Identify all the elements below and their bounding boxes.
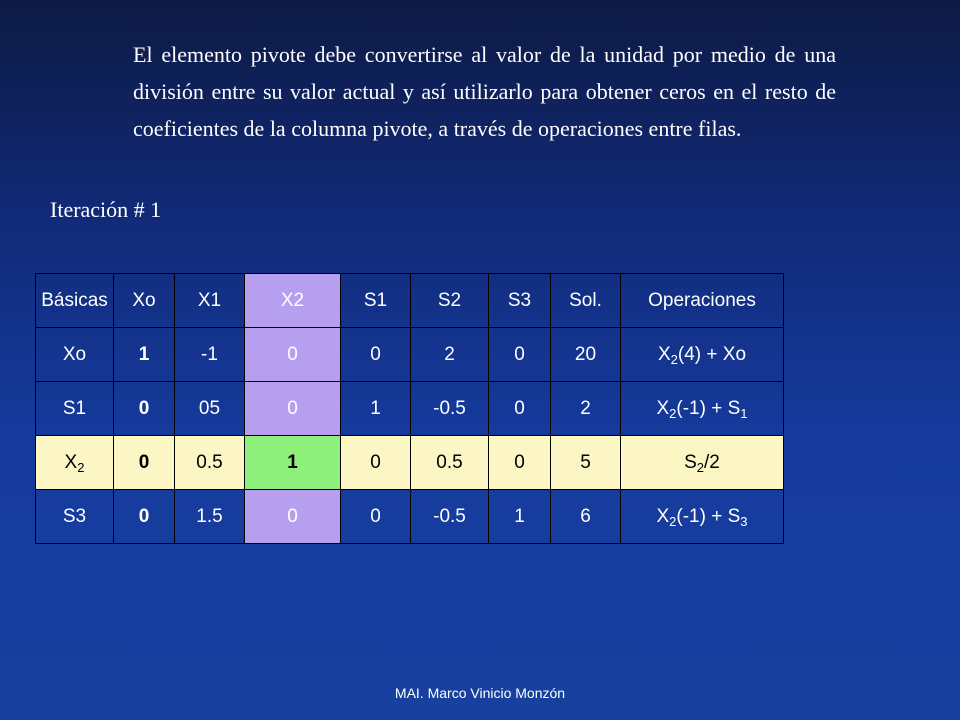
operation-cell — [621, 328, 784, 382]
op-part-b-sub: 1 — [740, 405, 748, 421]
s1-cell: 0 — [341, 328, 411, 382]
header-row — [36, 274, 784, 328]
header-basicas: Básicas — [36, 274, 114, 328]
table-row-s3 — [36, 490, 784, 544]
x2-cell: 0 — [245, 382, 341, 436]
header-operaciones: Operaciones — [621, 274, 784, 328]
xo-cell: 0 — [114, 490, 175, 544]
s3-cell: 1 — [489, 490, 551, 544]
op-part-b: /2 — [704, 451, 720, 473]
basic-cell — [36, 436, 114, 490]
iteration-title: Iteración # 1 — [50, 197, 162, 222]
header-s2: S2 — [411, 274, 489, 328]
pivot-element-cell: 1 — [245, 436, 341, 490]
basic-label-sub: 2 — [77, 459, 85, 475]
table-row-s1 — [36, 382, 784, 436]
op-part-a-sub: 2 — [670, 351, 678, 367]
sol-cell: 2 — [551, 382, 621, 436]
xo-cell: 0 — [114, 436, 175, 490]
basic-cell: S3 — [36, 490, 114, 544]
header-s3: S3 — [489, 274, 551, 328]
xo-cell: 1 — [114, 328, 175, 382]
s2-cell: -0.5 — [411, 382, 489, 436]
s3-cell: 0 — [489, 382, 551, 436]
header-x2: X2 — [245, 274, 341, 328]
s2-cell: 0.5 — [411, 436, 489, 490]
s1-cell: 0 — [341, 490, 411, 544]
op-part-a: X — [656, 505, 670, 527]
sol-cell: 5 — [551, 436, 621, 490]
header-x1: X1 — [175, 274, 245, 328]
basic-label: X — [64, 451, 78, 473]
s1-cell: 0 — [341, 436, 411, 490]
header-xo: Xo — [114, 274, 175, 328]
x2-cell: 0 — [245, 490, 341, 544]
s3-cell: 0 — [489, 436, 551, 490]
footer-author: MAI. Marco Vinicio Monzón — [394, 685, 566, 701]
intro-paragraph: El elemento pivote debe convertirse al valor de la unidad por medio de una división entre su valor actual y así utilizarlo para obtener ceros en el resto de coeficientes de la columna pivote, a través de operaciones entre filas. — [133, 42, 836, 141]
op-part-b: (4) + Xo — [677, 343, 747, 365]
header-sol: Sol. — [551, 274, 621, 328]
op-part-a: X — [656, 397, 670, 419]
op-part-b: (-1) + S — [676, 397, 741, 419]
sol-cell: 20 — [551, 328, 621, 382]
operation-cell — [621, 436, 784, 490]
x1-cell: 1.5 — [175, 490, 245, 544]
x1-cell: 05 — [175, 382, 245, 436]
s1-cell: 1 — [341, 382, 411, 436]
op-part-a-sub: 2 — [696, 459, 705, 475]
x1-cell: -1 — [175, 328, 245, 382]
basic-cell: Xo — [36, 328, 114, 382]
table-row-x2-pivot — [36, 436, 784, 490]
simplex-tableau — [35, 273, 784, 544]
table-row-xo — [36, 328, 784, 382]
sol-cell: 6 — [551, 490, 621, 544]
operation-cell — [621, 382, 784, 436]
x2-cell: 0 — [245, 328, 341, 382]
s2-cell: 2 — [411, 328, 489, 382]
s2-cell: -0.5 — [411, 490, 489, 544]
xo-cell: 0 — [114, 382, 175, 436]
op-part-b: (-1) + S — [676, 505, 741, 527]
op-part-a-sub: 2 — [669, 405, 677, 421]
x1-cell: 0.5 — [175, 436, 245, 490]
op-part-b-sub: 3 — [740, 513, 748, 529]
op-part-a: X — [657, 343, 671, 365]
operation-cell — [621, 490, 784, 544]
op-part-a-sub: 2 — [669, 513, 677, 529]
op-part-a: S — [684, 451, 697, 473]
basic-cell: S1 — [36, 382, 114, 436]
s3-cell: 0 — [489, 328, 551, 382]
header-s1: S1 — [341, 274, 411, 328]
